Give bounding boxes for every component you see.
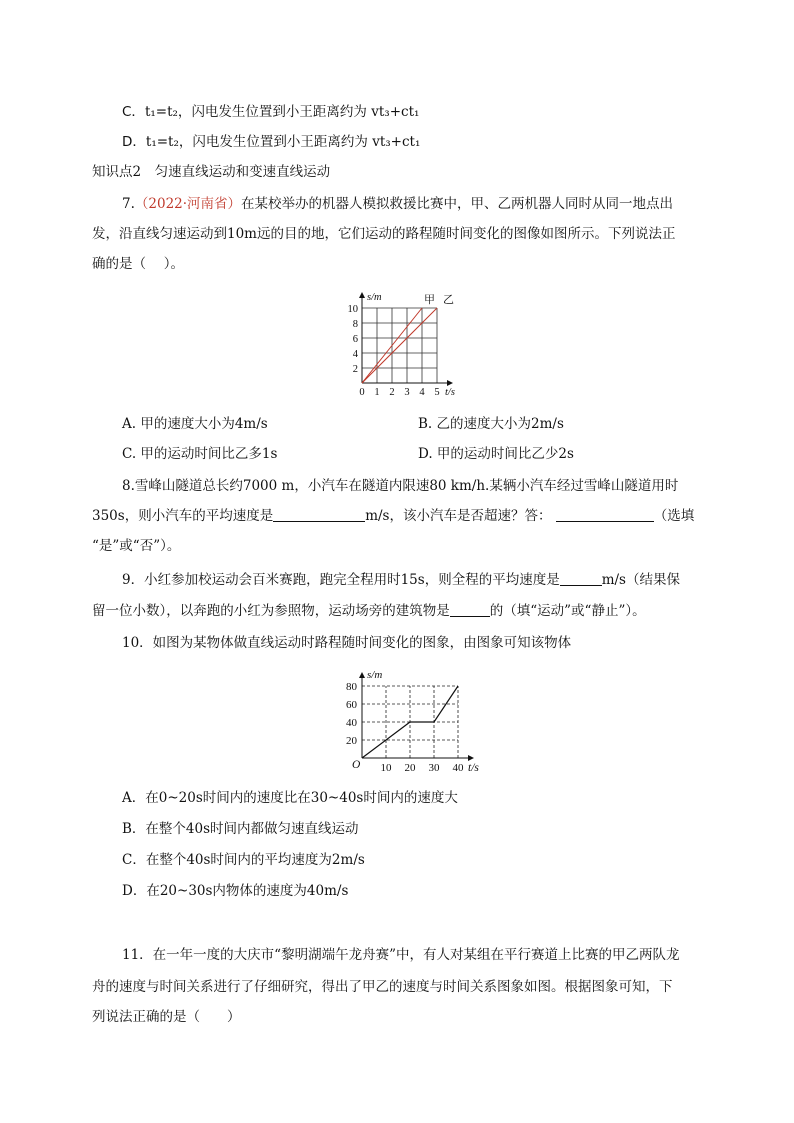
- q7-line1: [122, 196, 673, 212]
- q7-option-b: B. 乙的速度大小为2m/s: [418, 416, 564, 432]
- x-tick-label: 30: [428, 762, 440, 774]
- y-axis-label: s/m: [367, 669, 383, 681]
- x-tick-label: 3: [404, 387, 410, 398]
- prev-option-c: [122, 104, 419, 120]
- q9-text-d: 的（填“运动”或“静止”）。: [489, 603, 646, 619]
- y-tick-label: 60: [346, 699, 357, 711]
- q9-blank-speed[interactable]: [560, 572, 602, 586]
- x-tick-label: 1: [374, 387, 380, 398]
- q7-option-a: A. 甲的速度大小为4m/s: [122, 416, 268, 432]
- q8-text-c: （选填: [653, 508, 695, 524]
- q8-blank-speed[interactable]: [273, 508, 365, 522]
- x-axis-label: t/s: [468, 762, 479, 774]
- chart-q7-plot: [348, 292, 455, 398]
- origin-label: O: [352, 759, 361, 771]
- x-tick-label: 5: [434, 387, 440, 398]
- x-axis-arrow: [468, 755, 474, 761]
- option-text: 闪电发生位置到小王距离约为 vt₃+ct₁: [191, 104, 420, 120]
- series-label: 甲: [424, 294, 435, 306]
- y-tick-label: 6: [352, 334, 358, 345]
- x-tick-label: 4: [419, 387, 425, 398]
- x-axis-arrow: [447, 380, 453, 386]
- chart-q10-plot: [346, 669, 479, 774]
- y-tick-label: 4: [352, 349, 358, 360]
- q8-blank-answer[interactable]: [556, 508, 654, 522]
- q10-option-a: A．在0~20s时间内的速度比在30~40s时间内的速度大: [122, 790, 458, 806]
- q8-line1: 8.雪峰山隧道总长约7000 m，小汽车在隧道内限速80 km/h.某辆小汽车经过雪峰山隧道用时: [122, 478, 679, 494]
- q9-text-c: 留一位小数），以奔跑的小红为参照物，运动场旁的建筑物是: [92, 603, 450, 619]
- q9-line1: [122, 572, 680, 588]
- q7-number: 7.: [122, 196, 135, 212]
- q10-option-b: B．在整个40s时间内都做匀速直线运动: [122, 821, 359, 837]
- q7-option-d: D. 甲的运动时间比乙少2s: [418, 446, 574, 462]
- q9-blank-state[interactable]: [450, 603, 490, 617]
- q8-line3: “是”或“否”）。: [92, 538, 181, 554]
- y-tick-label: 40: [346, 717, 357, 729]
- q8-line2: [92, 508, 694, 524]
- series-label: 乙: [443, 294, 454, 306]
- x-axis-label: t/s: [445, 387, 455, 398]
- option-label: C．: [122, 104, 145, 120]
- y-tick-label: 10: [347, 304, 358, 315]
- y-axis-label: s/m: [367, 292, 382, 303]
- option-text: 闪电发生位置到小王距离约为 vt₃+ct₁: [192, 134, 421, 150]
- option-condition: t₁=t₂，: [145, 134, 193, 150]
- x-tick-label: 10: [380, 762, 392, 774]
- q7-option-c: C. 甲的运动时间比乙多1s: [122, 446, 278, 462]
- q7-source: （2022·河南省）: [134, 196, 242, 212]
- q7-line3: 确的是（ ）。: [92, 256, 185, 272]
- y-tick-label: 2: [352, 364, 358, 375]
- option-label: D．: [122, 134, 146, 150]
- y-tick-label: 8: [352, 319, 358, 330]
- q10-stem: 10．如图为某物体做直线运动时路程随时间变化的图象，由图象可知该物体: [122, 635, 572, 651]
- q9-text-a: 9．小红参加校运动会百米赛跑，跑完全程用时15s，则全程的平均速度是: [122, 572, 560, 588]
- q11-line3: 列说法正确的是（ ）: [92, 1009, 241, 1025]
- q7-line2: 发，沿直线匀速运动到10m远的目的地，它们运动的路程随时间变化的图像如图所示。下列说法正: [92, 226, 676, 242]
- x-tick-label: 40: [452, 762, 464, 774]
- x-tick-label: 20: [404, 762, 416, 774]
- prev-option-d: [122, 134, 420, 150]
- q10-option-d: D．在20~30s内物体的速度为40m/s: [122, 883, 349, 899]
- q7-text: 在某校举办的机器人模拟救援比赛中，甲、乙两机器人同时从同一地点出: [241, 196, 674, 212]
- q8-text-b: m/s，该小汽车是否超速？答：: [365, 508, 552, 524]
- series-line-yi: [362, 308, 437, 383]
- chart-q10: [330, 660, 490, 780]
- q9-line2: [92, 603, 646, 619]
- y-axis-arrow: [359, 672, 365, 678]
- x-tick-label: 2: [389, 387, 395, 398]
- q9-text-b: m/s（结果保: [601, 572, 680, 588]
- option-condition: t₁=t₂，: [144, 104, 192, 120]
- section-heading: 知识点2 匀速直线运动和变速直线运动: [92, 164, 331, 180]
- x-tick-label: 0: [359, 387, 365, 398]
- y-axis-arrow: [359, 292, 365, 298]
- q11-line1: 11．在一年一度的大庆市“黎明湖端午龙舟赛”中，有人对某组在平行赛道上比赛的甲乙两队龙: [122, 947, 680, 963]
- chart-q7: [340, 288, 490, 403]
- q8-text-a: 350s，则小汽车的平均速度是: [92, 508, 274, 524]
- y-tick-label: 80: [346, 681, 357, 693]
- q11-line2: 舟的速度与时间关系进行了仔细研究，得出了甲乙的速度与时间关系图象如图。根据图象可知，下: [92, 979, 673, 995]
- q10-option-c: C．在整个40s时间内的平均速度为2m/s: [122, 852, 365, 868]
- y-tick-label: 20: [346, 735, 357, 747]
